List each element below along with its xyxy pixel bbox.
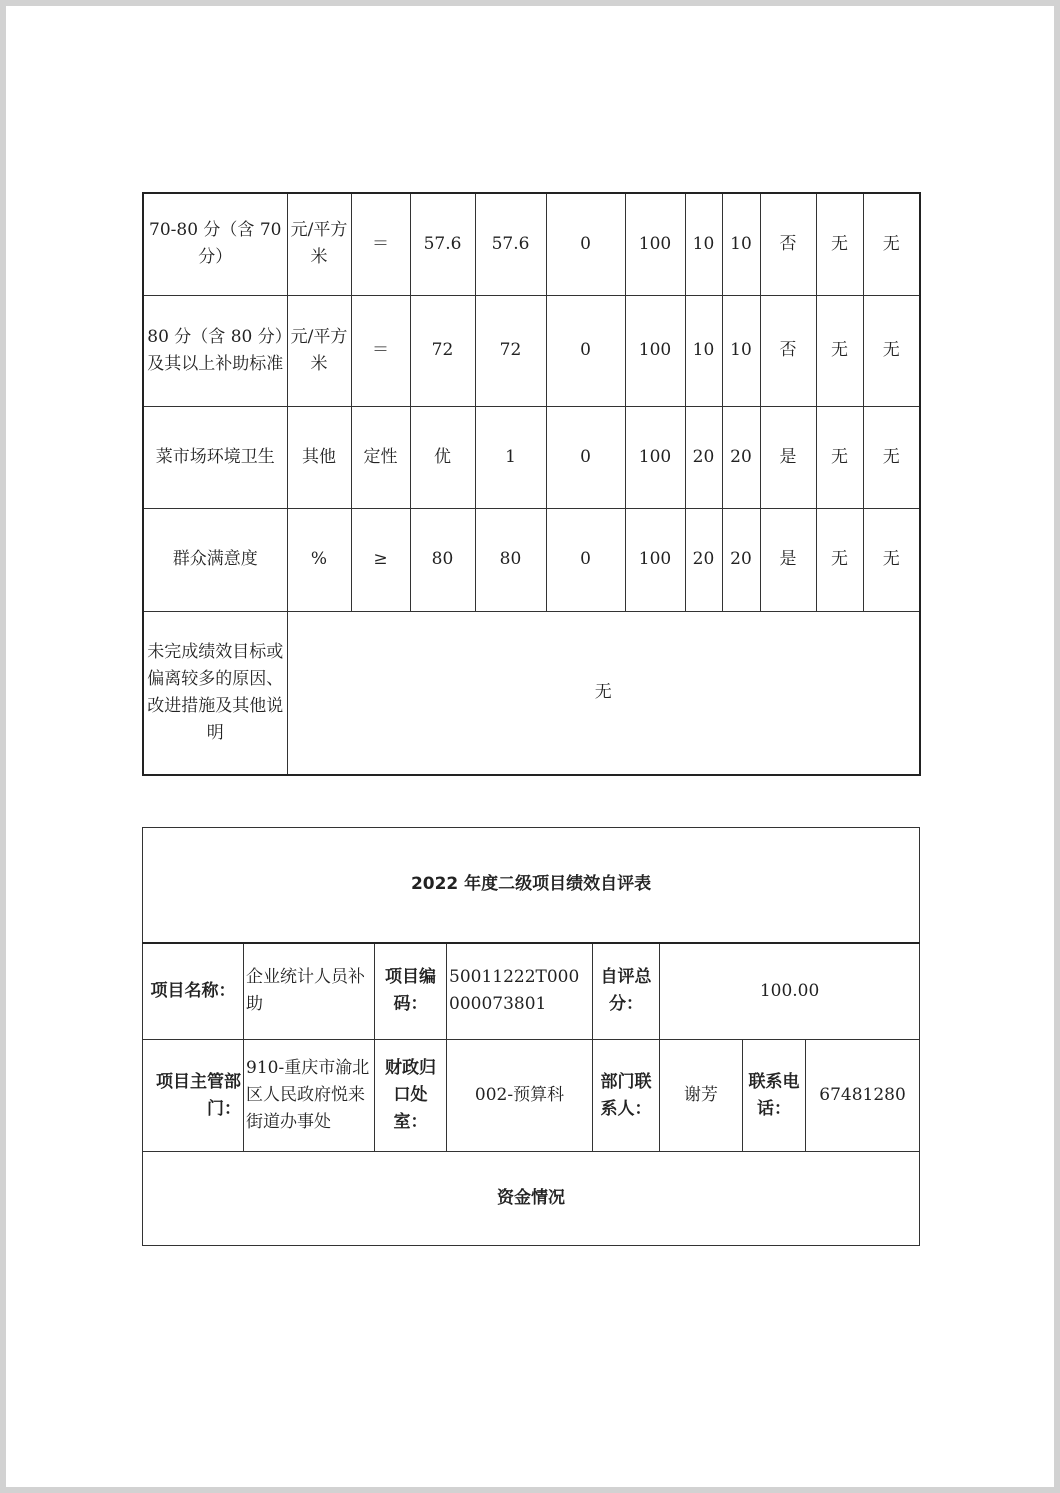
indicator-name: 80 分（含 80 分）及其以上补助标准 [143,295,287,406]
indicator-col7: 100 [625,295,685,406]
indicator-col6: 0 [546,295,625,406]
indicator-actual: 1 [475,406,546,508]
form-row-project [143,943,920,1040]
indicator-unit: % [287,508,351,611]
form-row-funding [143,1152,920,1246]
indicator-col7: 100 [625,508,685,611]
indicator-col7: 100 [625,193,685,295]
indicator-operator: ≥ [351,508,410,611]
indicator-actual: 57.6 [475,193,546,295]
indicator-name: 70-80 分（含 70 分） [143,193,287,295]
document-page [6,6,1054,1487]
table-row [143,295,920,406]
phone-value: 67481280 [806,1040,920,1152]
project-code-label: 项目编码： [375,943,447,1040]
indicator-operator: ＝ [351,193,410,295]
indicator-target: 80 [410,508,475,611]
table-row [143,193,920,295]
indicator-col6: 0 [546,508,625,611]
score-label: 自评总分： [593,943,660,1040]
indicator-col10: 是 [760,508,816,611]
funding-heading: 资金情况 [143,1152,920,1246]
indicator-target: 优 [410,406,475,508]
indicator-target: 72 [410,295,475,406]
table-row [143,406,920,508]
indicator-operator: 定性 [351,406,410,508]
finance-value: 002-预算科 [447,1040,593,1152]
project-name-value: 企业统计人员补助 [244,943,375,1040]
indicator-actual: 80 [475,508,546,611]
indicator-col8: 10 [685,295,722,406]
indicator-col6: 0 [546,193,625,295]
project-name-label: 项目名称： [143,943,244,1040]
indicator-col10: 是 [760,406,816,508]
indicator-col9: 20 [722,406,760,508]
indicator-col8: 10 [685,193,722,295]
notes-row [143,611,920,775]
score-value: 100.00 [660,943,920,1040]
finance-label: 财政归口处室： [375,1040,447,1152]
notes-value: 无 [287,611,920,775]
indicator-unit: 元/平方米 [287,193,351,295]
table-row [143,508,920,611]
indicator-col12: 无 [863,508,920,611]
dept-label: 项目主管部门： [143,1040,244,1152]
dept-value: 910-重庆市渝北区人民政府悦来街道办事处 [244,1040,375,1152]
indicator-col10: 否 [760,193,816,295]
indicator-col12: 无 [863,193,920,295]
notes-label: 未完成绩效目标或偏离较多的原因、改进措施及其他说明 [143,611,287,775]
indicator-col11: 无 [816,406,863,508]
indicator-col12: 无 [863,295,920,406]
indicator-col12: 无 [863,406,920,508]
indicator-col9: 20 [722,508,760,611]
indicator-col11: 无 [816,295,863,406]
indicator-col10: 否 [760,295,816,406]
phone-label: 联系电话： [743,1040,806,1152]
indicator-col8: 20 [685,406,722,508]
form-row-department [143,1040,920,1152]
contact-label: 部门联系人： [593,1040,660,1152]
indicator-name: 群众满意度 [143,508,287,611]
indicator-table [142,192,921,776]
indicator-col11: 无 [816,508,863,611]
indicator-operator: ＝ [351,295,410,406]
indicator-unit: 其他 [287,406,351,508]
indicator-col8: 20 [685,508,722,611]
indicator-col6: 0 [546,406,625,508]
indicator-unit: 元/平方米 [287,295,351,406]
self-evaluation-form [142,827,920,1246]
indicator-col11: 无 [816,193,863,295]
indicator-col7: 100 [625,406,685,508]
indicator-col9: 10 [722,295,760,406]
indicator-target: 57.6 [410,193,475,295]
project-code-value: 50011222T000000073801 [447,943,593,1040]
indicator-col9: 10 [722,193,760,295]
contact-value: 谢芳 [660,1040,743,1152]
form-title-row [143,828,920,943]
indicator-name: 菜市场环境卫生 [143,406,287,508]
indicator-rows [143,193,920,775]
indicator-actual: 72 [475,295,546,406]
form-title: 2022 年度二级项目绩效自评表 [143,828,920,943]
